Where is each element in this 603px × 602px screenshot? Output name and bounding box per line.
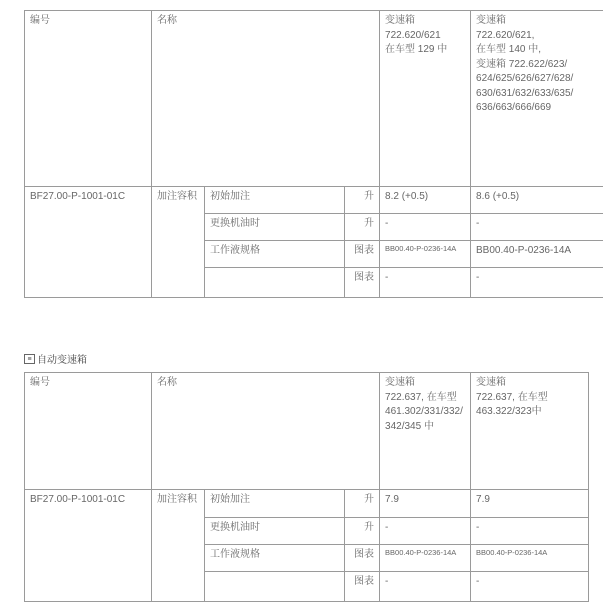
row-label	[205, 268, 345, 298]
header-line: 变速箱	[476, 376, 583, 391]
header-line: 624/625/626/627/628/	[476, 72, 603, 87]
table-row	[25, 187, 603, 214]
column-header-variant-2	[471, 11, 603, 187]
header-line: 变速箱 722.622/623/	[476, 58, 603, 73]
header-line: 461.302/331/332/	[385, 405, 465, 420]
row-group-label: 加注容积	[152, 490, 205, 602]
section-heading	[24, 351, 87, 366]
row-unit: 图表	[345, 545, 380, 572]
header-line: 722.620/621,	[476, 29, 603, 44]
header-line: 变速箱	[385, 14, 465, 29]
header-row	[25, 11, 603, 187]
column-header-name: 名称	[152, 11, 380, 187]
row-label: 工作液规格	[205, 545, 345, 572]
part-number: BF27.00-P-1001-01C	[25, 187, 152, 298]
column-header-variant-1	[380, 11, 471, 187]
header-line: 在车型 129 中	[385, 43, 465, 58]
header-line: 722.637, 在车型	[476, 391, 583, 406]
spec-table-1	[24, 10, 603, 298]
row-label: 更换机油时	[205, 214, 345, 241]
value-cell: -	[471, 572, 589, 602]
header-line: 722.637, 在车型	[385, 391, 465, 406]
value-cell: -	[380, 572, 471, 602]
header-line: 在车型 140 中,	[476, 43, 603, 58]
value-cell: 8.2 (+0.5)	[380, 187, 471, 214]
part-number: BF27.00-P-1001-01C	[25, 490, 152, 602]
row-label: 更换机油时	[205, 518, 345, 545]
row-unit: 升	[345, 187, 380, 214]
header-line: 630/631/632/633/635/	[476, 87, 603, 102]
value-cell: 8.6 (+0.5)	[471, 187, 603, 214]
document-tab-icon: ≡	[24, 354, 35, 364]
row-unit: 升	[345, 214, 380, 241]
row-label: 初始加注	[205, 187, 345, 214]
value-cell: -	[380, 268, 471, 298]
value-cell: 7.9	[471, 490, 589, 518]
row-unit: 图表	[345, 241, 380, 268]
value-cell: 7.9	[380, 490, 471, 518]
row-group-label: 加注容积	[152, 187, 205, 298]
value-cell: -	[471, 268, 603, 298]
column-header-id: 编号	[25, 373, 152, 490]
row-label	[205, 572, 345, 602]
header-line: 463.322/323中	[476, 405, 583, 420]
row-unit: 升	[345, 518, 380, 545]
row-label: 工作液规格	[205, 241, 345, 268]
row-unit: 图表	[345, 572, 380, 602]
header-line: 636/663/666/669	[476, 101, 603, 116]
header-line: 342/345 中	[385, 420, 465, 435]
spec-table-2	[24, 372, 589, 602]
column-header-variant-1	[380, 373, 471, 490]
value-cell: -	[471, 518, 589, 545]
section-title: 自动变速箱	[37, 351, 87, 366]
column-header-variant-2	[471, 373, 589, 490]
spec-link[interactable]: BB00.40-P-0236-14A	[380, 241, 471, 268]
column-header-id: 编号	[25, 11, 152, 187]
spec-link[interactable]: BB00.40-P-0236-14A	[380, 545, 471, 572]
spec-link[interactable]: BB00.40-P-0236-14A	[471, 545, 589, 572]
value-cell: -	[471, 214, 603, 241]
header-line: 722.620/621	[385, 29, 465, 44]
header-row	[25, 373, 589, 490]
value-cell: -	[380, 214, 471, 241]
header-line: 变速箱	[476, 14, 603, 29]
table-row	[25, 490, 589, 518]
row-label: 初始加注	[205, 490, 345, 518]
value-cell: -	[380, 518, 471, 545]
header-line: 变速箱	[385, 376, 465, 391]
spec-link[interactable]: BB00.40-P-0236-14A	[471, 241, 603, 268]
row-unit: 图表	[345, 268, 380, 298]
column-header-name: 名称	[152, 373, 380, 490]
row-unit: 升	[345, 490, 380, 518]
